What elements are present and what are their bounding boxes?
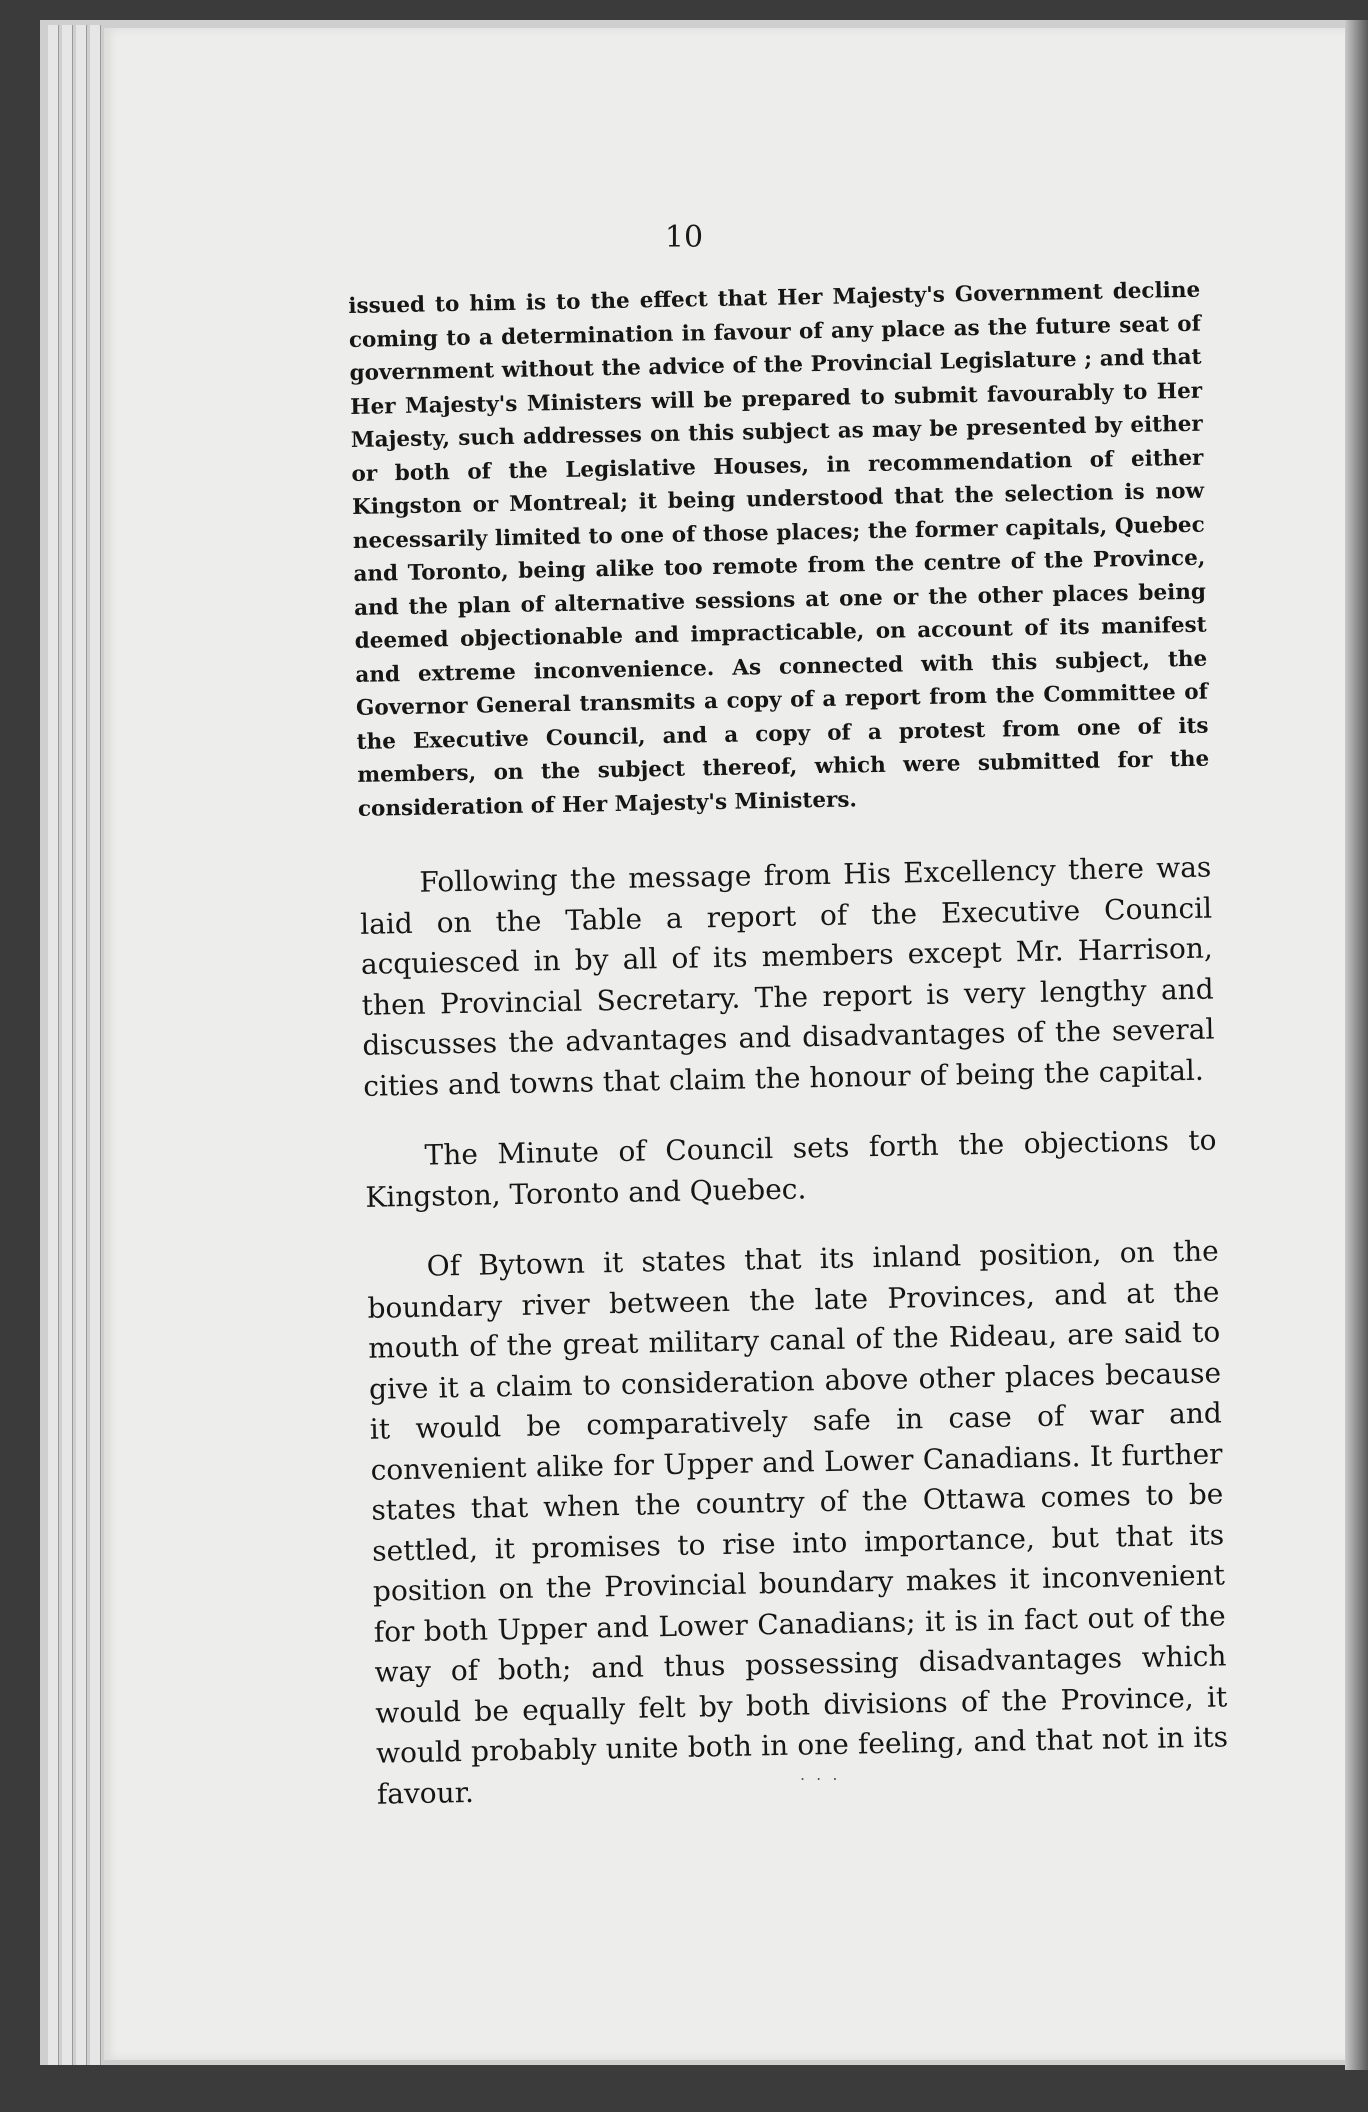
- page-edge: [62, 25, 73, 2065]
- paragraph: Following the message from His Excellency there was laid on the Table a report of the Executive Council acquiesced in by all of its members except Mr. Harrison, then Provincial Secretary. The report is very lengthy and discusses the advantages and disadvantages of the several cities and towns that claim the honour of being the capital.: [359, 850, 1215, 1103]
- ink-mark: . . .: [800, 1765, 841, 1784]
- page-edge: [48, 25, 59, 2065]
- page-edge: [90, 25, 101, 2065]
- page-number: 10: [664, 220, 704, 255]
- quoted-message: issued to him is to the effect that Her Majesty's Government decline coming to a determination in favour of any place as the future seat of government without the advice of the Provincial Legislature ; and that Her Majesty's Ministers will be prepared to submit favourably to Her Majesty, such addresses on this subject as may be presented by either or both of the Legislative Houses, in recommendation of either Kingston or Montreal; it being understood that the selection is now necessarily limited to one of those places; the former capitals, Quebec and Toronto, being alike too remote from the centre of the Province, and the plan of alternative sessions at one or the other places being deemed objectionable and impracticable, on account of its manifest and extreme inconvenience. As connected with this subject, the Governor General transmits a copy of a report from the Committee of the Executive Council, and a copy of a protest from one of its members, on the subject thereof, which were submitted for the consideration of Her Majesty's Ministers.: [348, 277, 1210, 822]
- paragraph: Of Bytown it states that its inland position, on the boundary river between the late Provinces, and at the mouth of the great military canal of the Rideau, are said to give it a claim to consideration above other places because it would be comparatively safe in case of war and convenient alike for Upper and Lower Canadians. It further states that when the country of the Ottawa comes to be settled, it promises to rise into importance, but that its position on the Provincial boundary makes it inconvenient for both Upper and Lower Canadians; it is in fact out of the way of both; and thus possessing disadvantages which would be equally felt by both divisions of the Province, it would probably unite both in one feeling, and that not in its favour.: [367, 1234, 1229, 1811]
- paragraph: The Minute of Council sets forth the objections to Kingston, Toronto and Quebec.: [365, 1123, 1217, 1214]
- body-text: [348, 274, 1229, 1815]
- book-gutter-shadow: [1345, 20, 1368, 2070]
- page-edge: [76, 25, 87, 2065]
